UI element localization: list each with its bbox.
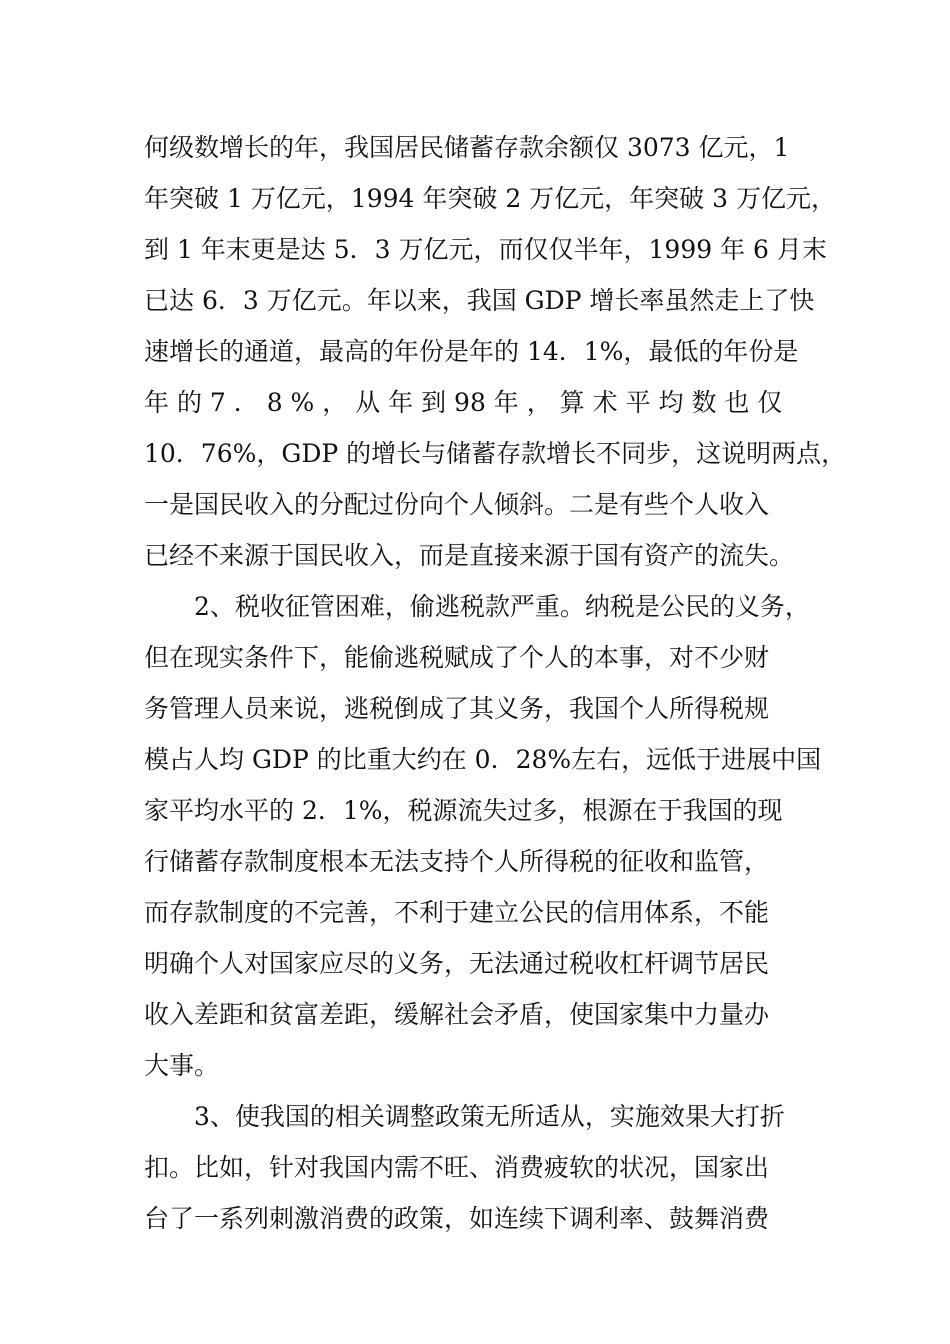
text-line: 速增长的通道，最高的年份是年的 14．1%，最低的年份是: [144, 337, 799, 366]
text-line: 务管理人员来说，逃税倒成了其义务，我国个人所得税规: [144, 694, 770, 723]
text-line: 而存款制度的不完善，不利于建立公民的信用体系，不能: [144, 898, 770, 927]
paragraph-2: [144, 581, 822, 1091]
text-line: 大事。: [144, 1051, 220, 1080]
text-line: 家平均水平的 2．1%，税源流失过多，根源在于我国的现: [144, 796, 783, 825]
text-line: 明确个人对国家应尽的义务，无法通过税收杠杆调节居民: [144, 949, 770, 978]
text-line: 模占人均 GDP 的比重大约在 0．28%左右，远低于进展中国: [144, 745, 822, 774]
text-line: 但在现实条件下，能偷逃税赋成了个人的本事，对不少财: [144, 643, 770, 672]
text-line: 10．76%，GDP 的增长与储蓄存款增长不同步，这说明两点，: [144, 439, 847, 468]
document-page: [144, 122, 847, 1244]
text-line: 行储蓄存款制度根本无法支持个人所得税的征收和监管，: [144, 847, 770, 876]
text-line: 2、税收征管困难，偷逃税款严重。纳税是公民的义务，: [194, 592, 810, 621]
text-line: 已经不来源于国民收入，而是直接来源于国有资产的流失。: [144, 541, 795, 570]
text-line: 何级数增长的年，我国居民储蓄存款余额仅 3073 亿元，1: [144, 133, 790, 162]
text-line: 年 的 7 ． 8 % ， 从 年 到 98 年 ， 算 术 平 均 数 也 仅: [144, 388, 783, 417]
text-line: 扣。比如，针对我国内需不旺、消费疲软的状况，国家出: [144, 1153, 770, 1182]
text-line: 到 1 年末更是达 5．3 万亿元，而仅仅半年，1999 年 6 月末: [144, 235, 827, 264]
paragraph-3: [144, 1091, 808, 1244]
text-line: 收入差距和贫富差距，缓解社会矛盾，使国家集中力量办: [144, 1000, 770, 1029]
text-line: 年突破 1 万亿元，1994 年突破 2 万亿元，年突破 3 万亿元，: [144, 184, 836, 213]
paragraph-1: [144, 122, 847, 581]
text-line: 一是国民收入的分配过份向个人倾斜。二是有些个人收入: [144, 490, 770, 519]
text-line: 台了一系列刺激消费的政策，如连续下调利率、鼓舞消费: [144, 1204, 770, 1233]
text-line: 已达 6．3 万亿元。年以来，我国 GDP 增长率虽然走上了快: [144, 286, 815, 315]
text-line: 3、使我国的相关调整政策无所适从，实施效果大打折: [194, 1102, 785, 1131]
